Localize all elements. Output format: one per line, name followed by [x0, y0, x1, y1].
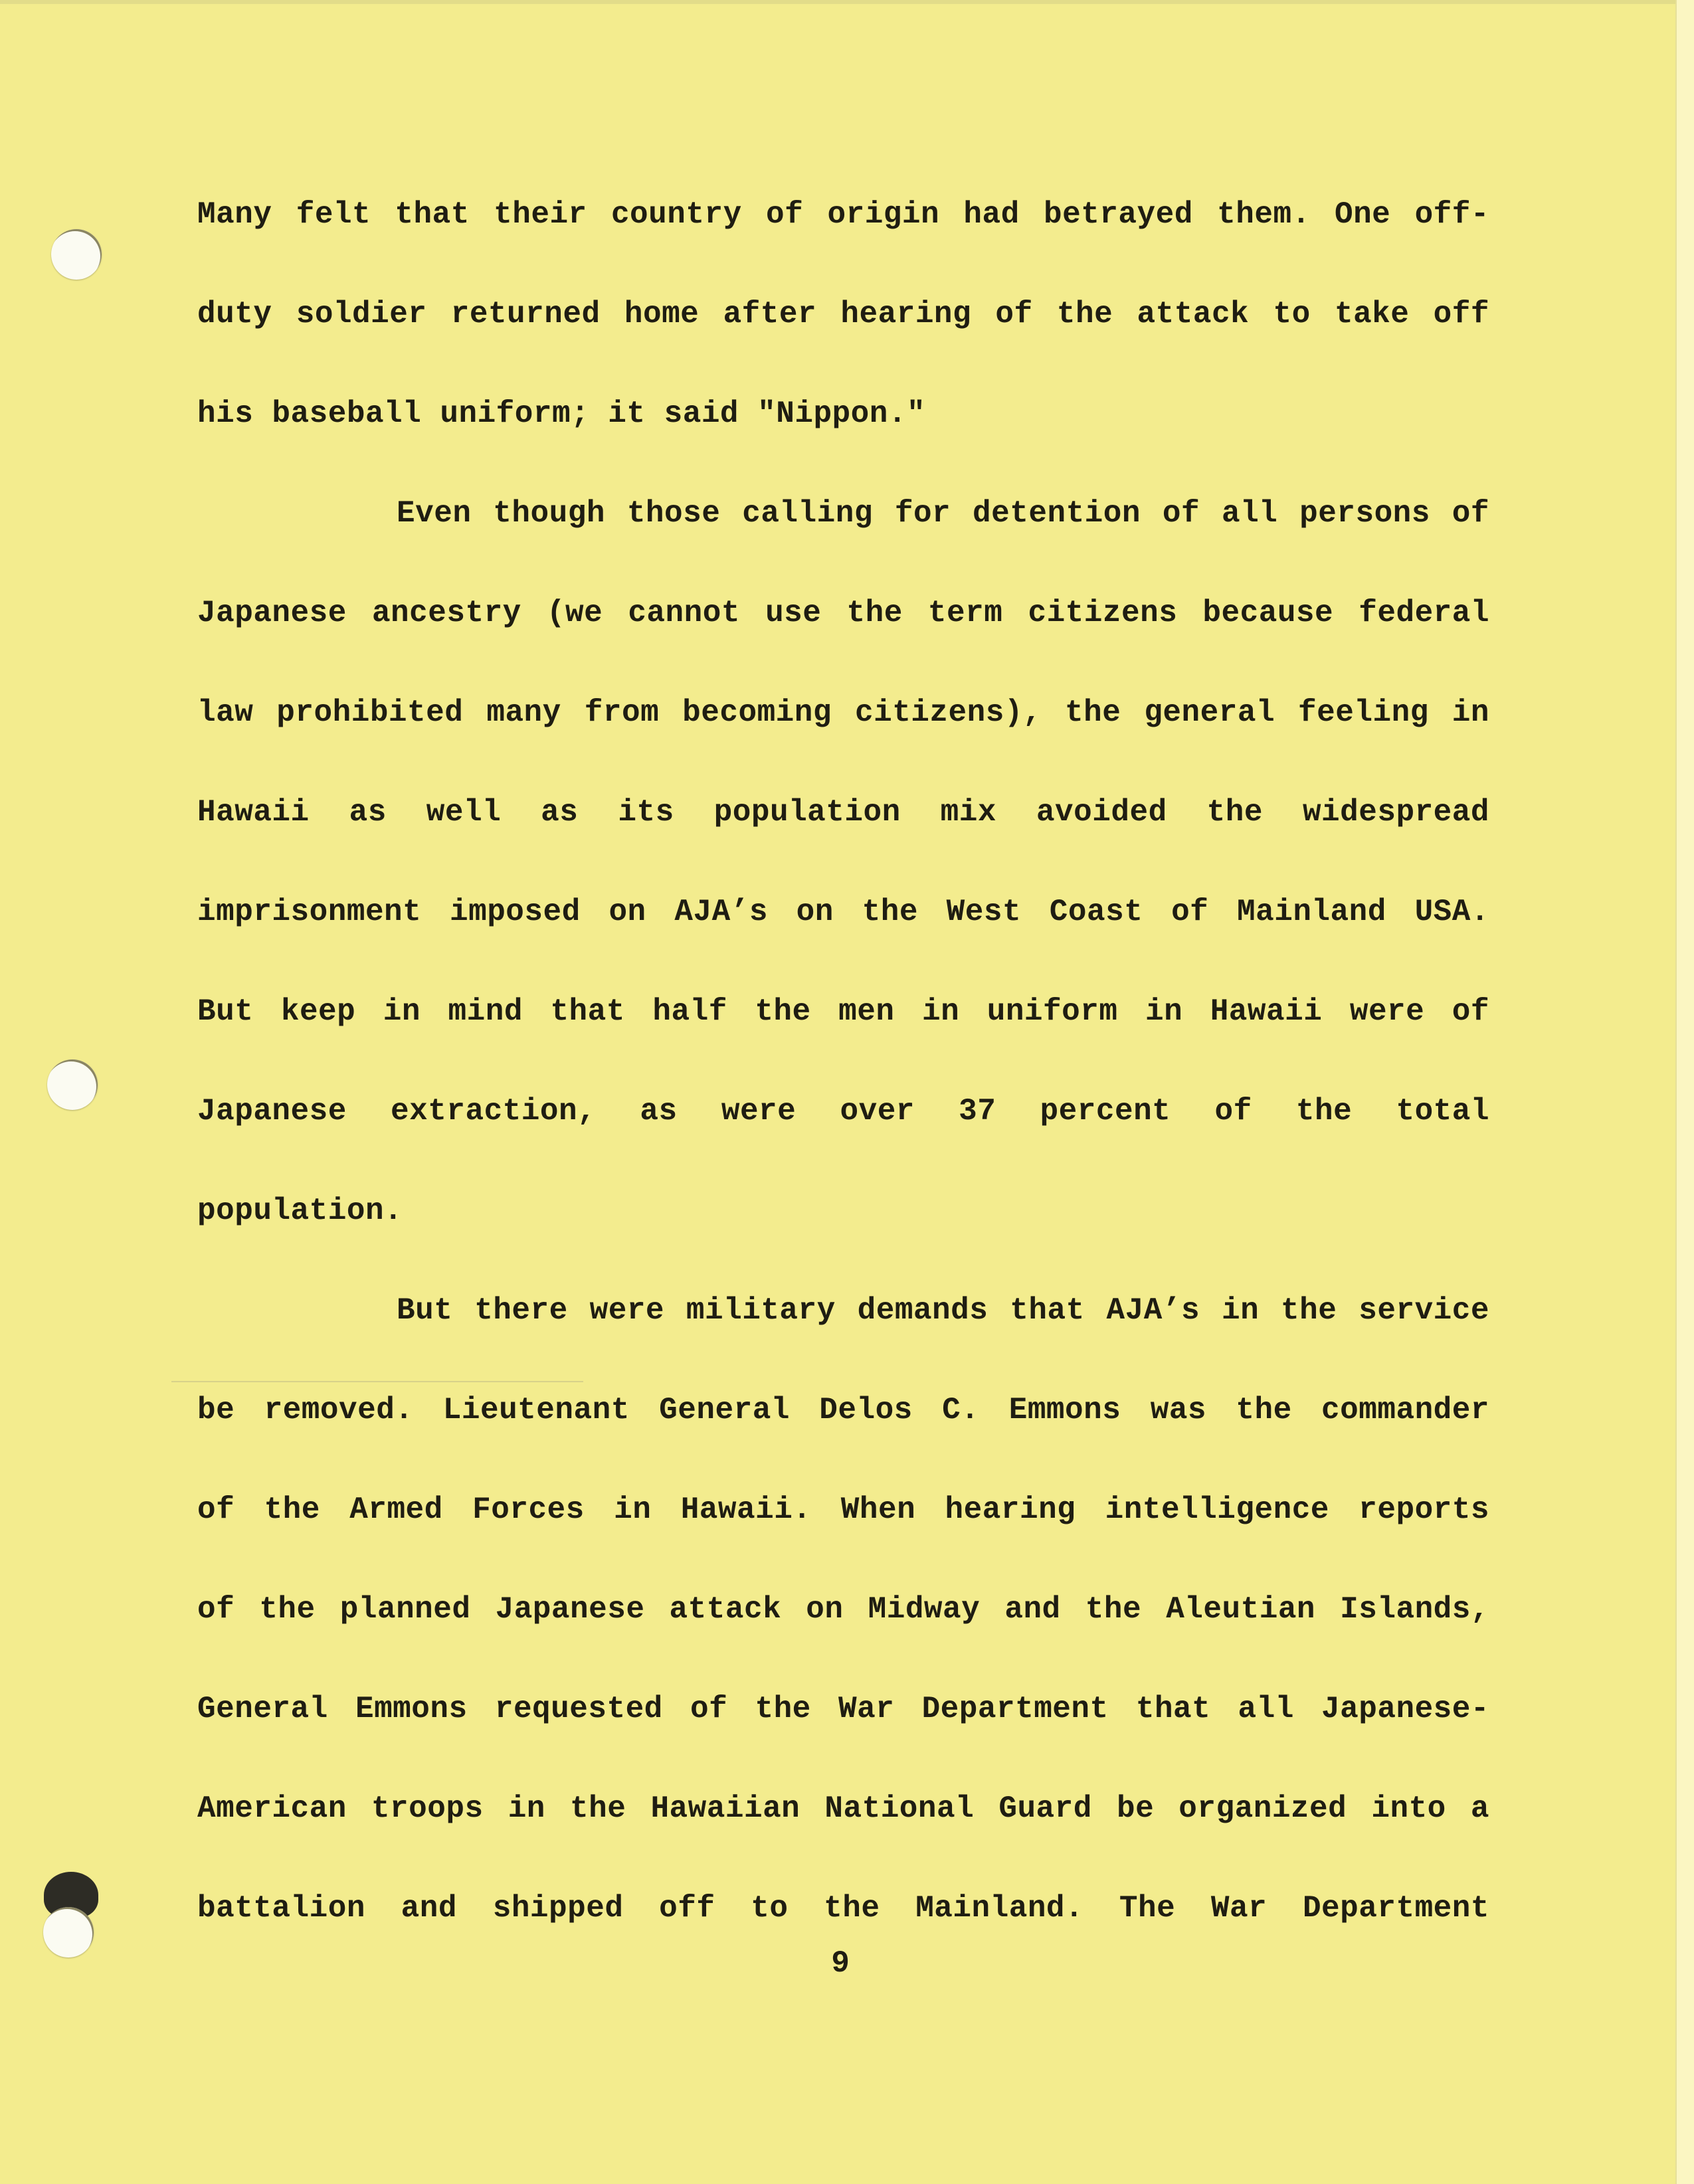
text-line: battalion and shipped off to the Mainland. The War Department [197, 1891, 1489, 1926]
text-line: Japanese extraction, as were over 37 percent of the total [197, 1094, 1489, 1129]
text-line: law prohibited many from becoming citizens), the general feeling in [197, 695, 1489, 730]
text-line: Many felt that their country of origin had betrayed them. One off- [197, 197, 1489, 232]
binder-hole-top [51, 229, 102, 280]
body-text [197, 180, 1489, 1973]
text-line: Japanese ancestry (we cannot use the term citizens because federal [197, 596, 1489, 630]
text-line: population. [197, 1194, 403, 1228]
text-line: of the Armed Forces in Hawaii. When hearing intelligence reports [197, 1493, 1489, 1527]
text-line: But keep in mind that half the men in uniform in Hawaii were of [197, 994, 1489, 1029]
binder-hole-middle [47, 1059, 98, 1110]
text-line: his baseball uniform; it said "Nippon." [197, 397, 926, 431]
text-line: duty soldier returned home after hearing of the attack to take off [197, 297, 1489, 331]
text-line: American troops in the Hawaiian National Guard be organized into a [197, 1791, 1489, 1826]
text-line: Hawaii as well as its population mix avoided the widespread [197, 795, 1489, 830]
text-line-indented: Even though those calling for detention of all persons of [397, 496, 1489, 531]
text-line: General Emmons requested of the War Department that all Japanese- [197, 1692, 1489, 1726]
text-line: of the planned Japanese attack on Midway and the Aleutian Islands, [197, 1592, 1489, 1627]
binder-hole-bottom [43, 1907, 94, 1957]
page-top-edge [0, 0, 1694, 4]
text-line-indented: But there were military demands that AJA’s in the service [397, 1293, 1489, 1328]
text-line: be removed. Lieutenant General Delos C. Emmons was the commander [197, 1393, 1489, 1427]
page-right-edge [1675, 0, 1694, 2184]
text-line: imprisonment imposed on AJA’s on the West Coast of Mainland USA. [197, 895, 1489, 929]
page-number: 9 [831, 1946, 850, 1981]
